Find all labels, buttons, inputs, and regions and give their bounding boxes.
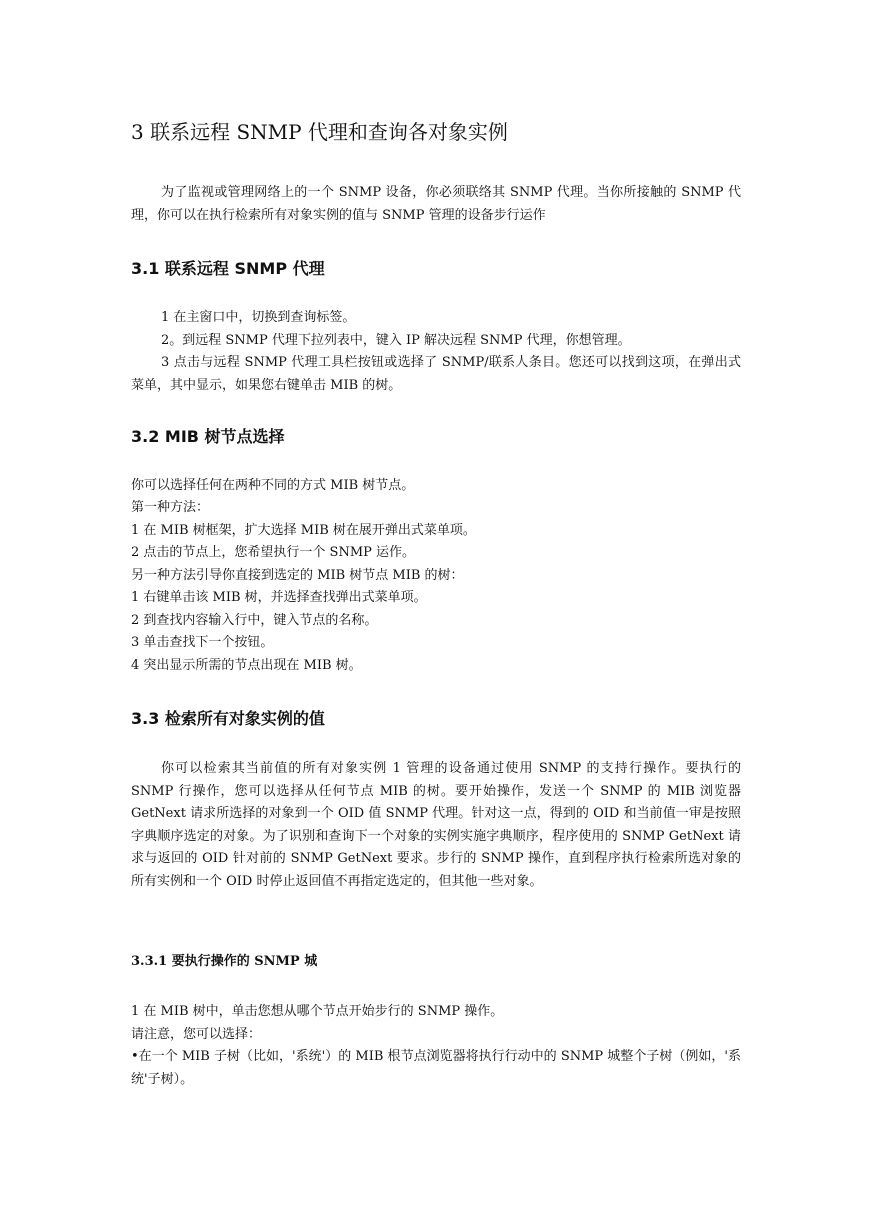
sec31-step-1: 1 在主窗口中，切换到查询标签。 [161, 310, 356, 325]
sec32-line: 1 右键单击该 MIB 树，并选择查找弹出式菜单项。 [131, 590, 427, 605]
sec331-bullet: •在一个 MIB 子树（比如，'系统'）的 MIB 根节点浏览器将执行行动中的 SNMP 城整个子树（例如，'系统'子树）。 [131, 1049, 741, 1087]
sec331-line: 1 在 MIB 树中，单击您想从哪个节点开始步行的 SNMP 操作。 [131, 1004, 504, 1019]
section-3-3-heading: 3.3 检索所有对象实例的值 [131, 709, 325, 728]
sec32-line: 3 单击查找下一个按钮。 [131, 635, 274, 650]
section-3-2-heading: 3.2 MIB 树节点选择 [131, 427, 285, 446]
sec32-line: 2 点击的节点上，您希望执行一个 SNMP 运作。 [131, 545, 416, 560]
sec31-step-2: 2。到远程 SNMP 代理下拉列表中，键入 IP 解决远程 SNMP 代理，你想管理。 [161, 333, 631, 348]
intro-paragraph: 为了监视或管理网络上的一个 SNMP 设备，你必须联络其 SNMP 代理。当你所接触的 SNMP 代理，你可以在执行检索所有对象实例的值与 SNMP 管理的设备步行运作 [131, 185, 741, 223]
sec32-line: 另一种方法引导你直接到选定的 MIB 树节点 MIB 的树： [131, 568, 464, 583]
sec32-line: 第一种方法： [131, 500, 210, 515]
sec331-line: 请注意，您可以选择： [131, 1027, 262, 1042]
sec32-line: 2 到查找内容输入行中，键入节点的名称。 [131, 613, 378, 628]
sec33-body: 你可以检索其当前值的所有对象实例 1 管理的设备通过使用 SNMP 的支持行操作。要执行的 SNMP 行操作，您可以选择从任何节点 MIB 的树。要开始操作，发送一个 SNMP 的 MIB 浏览器 GetNext 请求所选择的对象到一个 OID 值 SNMP 代理。针对这一点，得到的 OID 和当前值一审是按照字典顺序选定的对象。为了识别和查询下一个对象的实例实施字典顺序，程序使用的 SNMP GetNext 请求与返回的 OID 针对前的 SNMP GetNext 要求。步行的 SNMP 操作，直到程序执行检索所选对象的所有实例和一个 OID 时停止返回值不再指定选定的，但其他一些对象。 [131, 761, 741, 889]
sec32-line: 4 突出显示所需的节点出现在 MIB 树。 [131, 658, 362, 673]
section-3-3-1-heading: 3.3.1 要执行操作的 SNMP 城 [131, 954, 318, 969]
section-3-1-heading: 3.1 联系远程 SNMP 代理 [131, 259, 325, 278]
sec32-line: 1 在 MIB 树框架，扩大选择 MIB 树在展开弹出式菜单项。 [131, 523, 476, 538]
sec31-step-3: 3 点击与远程 SNMP 代理工具栏按钮或选择了 SNMP/联系人条目。您还可以找到这项，在弹出式菜单，其中显示，如果您右键单击 MIB 的树。 [131, 355, 741, 393]
sec32-line: 你可以选择任何在两种不同的方式 MIB 树节点。 [131, 478, 415, 493]
page-title: 3 联系远程 SNMP 代理和查询各对象实例 [131, 120, 508, 144]
